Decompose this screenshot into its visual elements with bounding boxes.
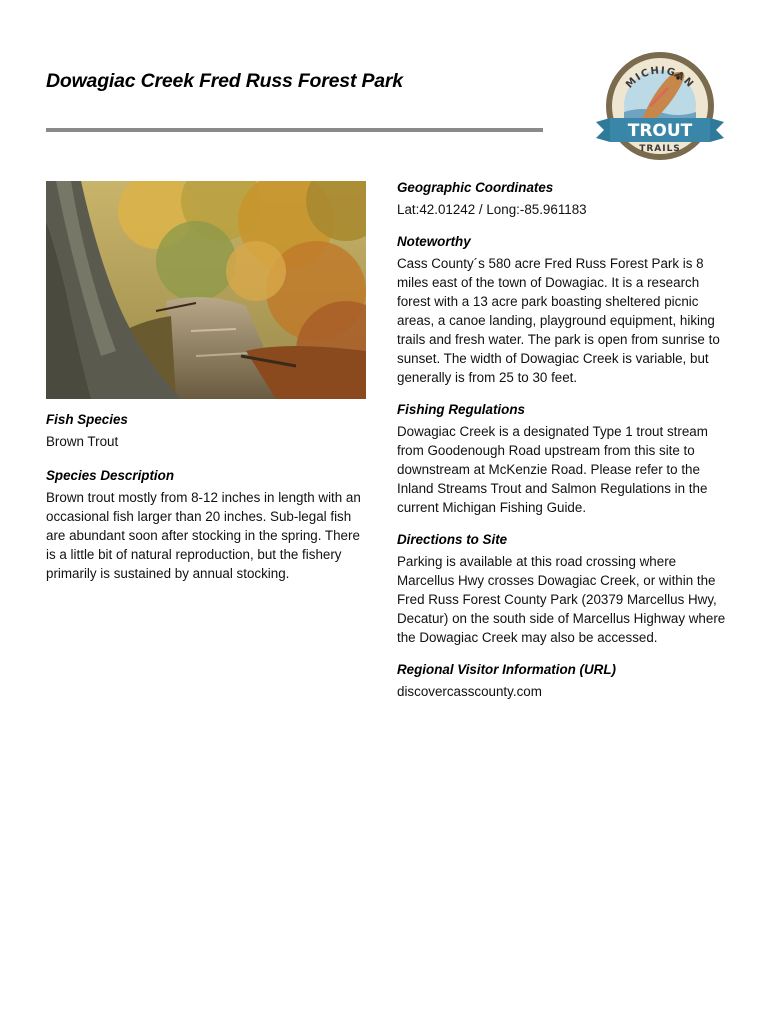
logo-banner-text: TROUT — [627, 121, 693, 141]
trout-trails-logo — [594, 50, 726, 162]
coordinates-heading: Geographic Coordinates — [397, 180, 554, 195]
regulations-section — [397, 400, 727, 517]
coordinates-section — [397, 178, 727, 219]
left-column — [46, 410, 366, 598]
right-column — [397, 178, 727, 714]
logo-bottom-text: TRAILS — [639, 144, 681, 154]
directions-heading: Directions to Site — [397, 532, 508, 547]
fish-species-section — [46, 410, 366, 451]
visitor-info-heading: Regional Visitor Information (URL) — [397, 662, 616, 677]
species-description-text: Brown trout mostly from 8-12 inches in length with an occasional fish larger than 20 inches. Sub-legal fish are abundant soon after stocking in the spring. There is a little bit of natural reproduction, but the fishery primarily is sustained by annual stocking. — [46, 490, 361, 581]
forest-stream-photo — [46, 181, 366, 399]
title-divider — [46, 128, 543, 132]
fish-species-heading: Fish Species — [46, 412, 128, 427]
visitor-info-section — [397, 660, 727, 701]
coordinates-text: Lat:42.01242 / Long:-85.961183 — [397, 202, 587, 217]
noteworthy-heading: Noteworthy — [397, 234, 471, 249]
regulations-heading: Fishing Regulations — [397, 402, 525, 417]
logo-top-text: MICHIGAN — [624, 65, 696, 91]
noteworthy-section — [397, 232, 727, 387]
fish-species-text: Brown Trout — [46, 434, 119, 449]
species-description-heading: Species Description — [46, 468, 175, 483]
species-description-section — [46, 466, 366, 583]
directions-section — [397, 530, 727, 647]
page-title: Dowagiac Creek Fred Russ Forest Park — [46, 70, 403, 92]
visitor-info-url[interactable]: discovercasscounty.com — [397, 684, 542, 699]
directions-text: Parking is available at this road crossing where Marcellus Hwy crosses Dowagiac Creek, or within the Fred Russ Forest County Park (20379 Marcellus Hwy, Decatur) on the south side of Marcellus Highway where the Dowagiac Creek may also be accessed. — [397, 554, 726, 645]
noteworthy-text: Cass County´s 580 acre Fred Russ Forest Park is 8 miles east of the town of Dowagiac. It is a research forest with a 13 acre park boasting sheltered picnic areas, a canoe landing, playground equipment, hiking trails and fresh water. The park is open from sunrise to sunset. The width of Dowagiac Creek is variable, but generally is from 25 to 30 feet. — [397, 256, 720, 385]
regulations-text: Dowagiac Creek is a designated Type 1 trout stream from Goodenough Road upstream from this site to downstream at McKenzie Road. Please refer to the Inland Streams Trout and Salmon Regulations in the current Michigan Fishing Guide. — [397, 424, 708, 515]
